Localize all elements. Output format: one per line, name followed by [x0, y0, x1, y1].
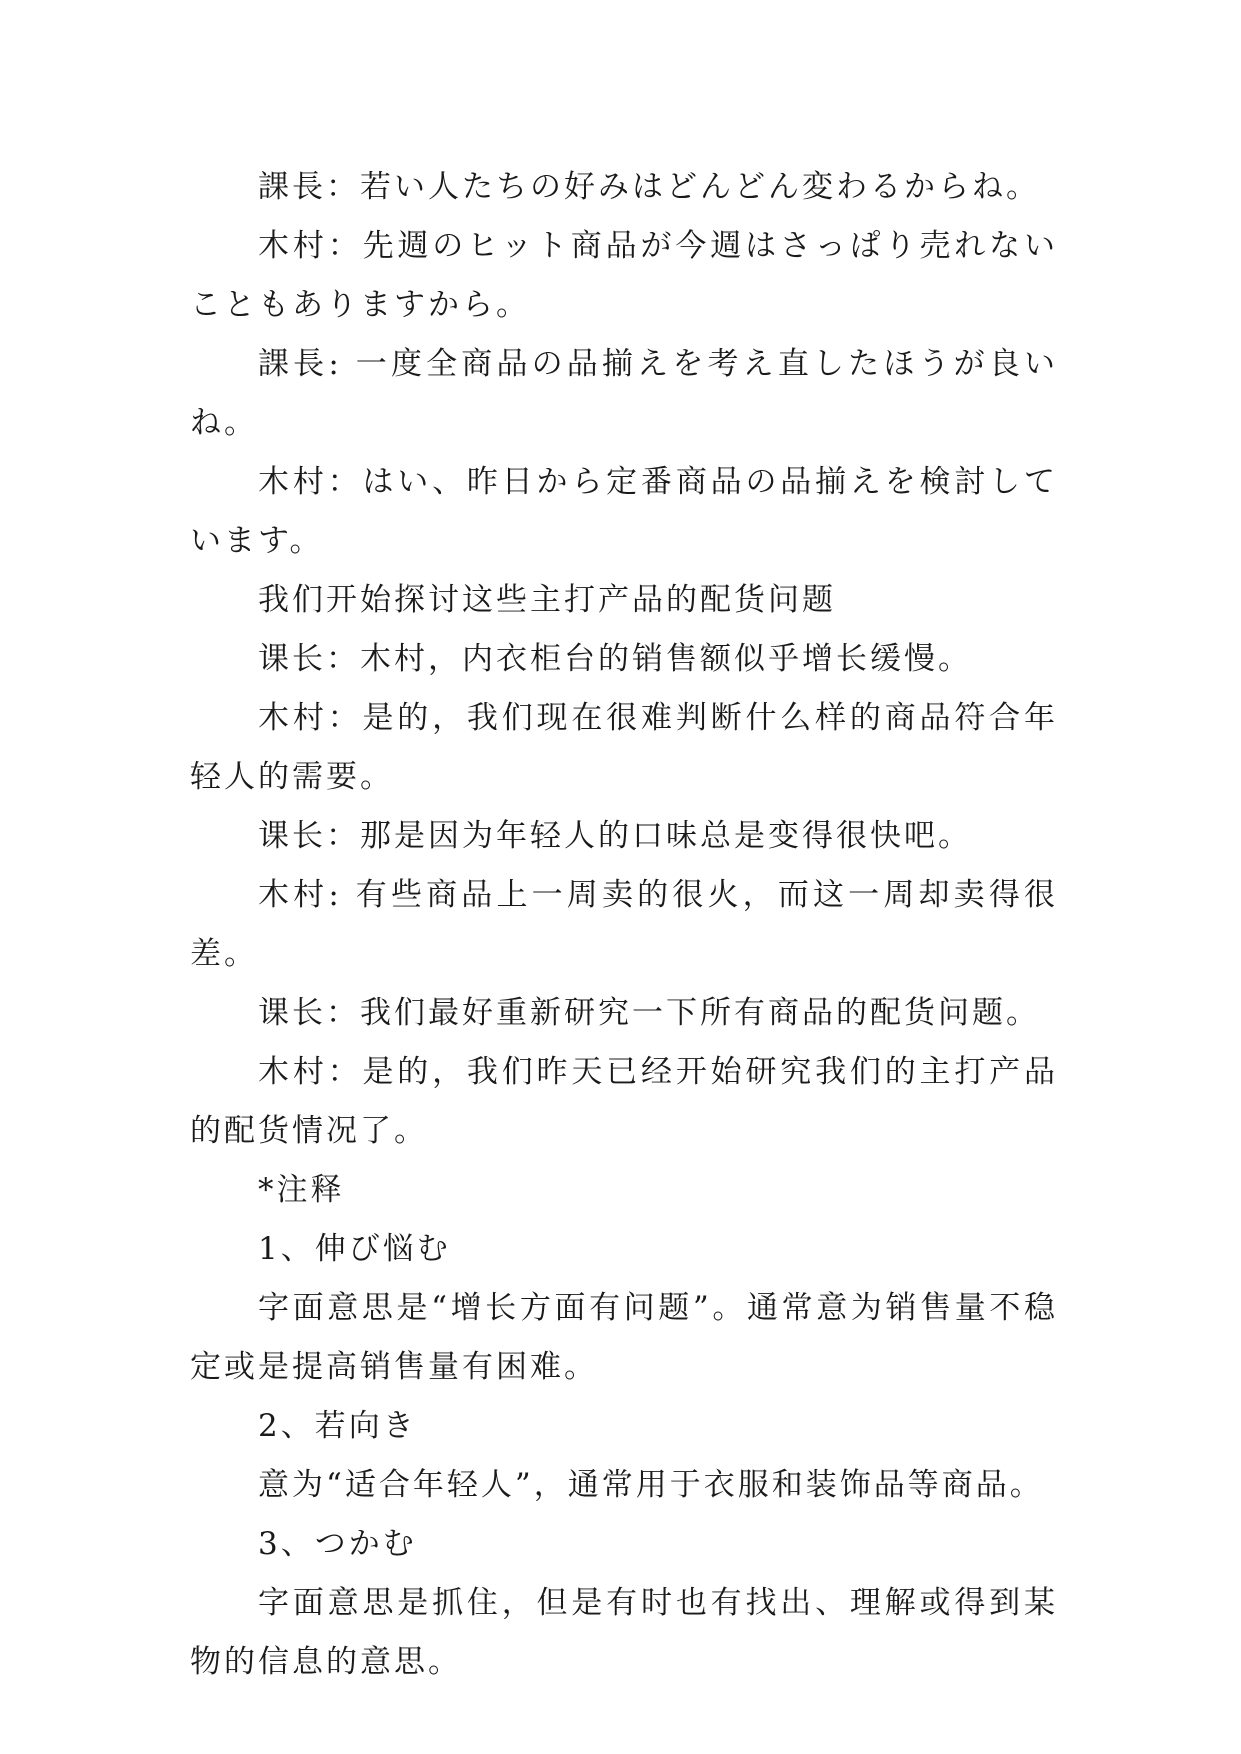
dialogue-line: 课长：那是因为年轻人的口味总是变得很快吧。: [258, 818, 972, 854]
dialogue-line: 木村: 有些商品上一周卖的很火，而这一周却卖得很差。: [190, 877, 1058, 972]
dialogue-line: 木村：はい、昨日から定番商品の品揃えを検討しています。: [190, 464, 1058, 559]
dialogue-line: 课长：我们最好重新研究一下所有商品的配货问题。: [258, 995, 1040, 1031]
note-explanation: 字面意思是“增长方面有问题”。通常意为销售量不稳定或是提高销售量有困难。: [190, 1290, 1058, 1385]
document-body: [190, 158, 1058, 1692]
dialogue-line: 課長: 一度全商品の品揃えを考え直したほうが良いね。: [190, 346, 1058, 441]
note-explanation: 意为“适合年轻人”，通常用于衣服和装饰品等商品。: [258, 1467, 1044, 1503]
dialogue-line: 课长：木村，内衣柜台的销售额似乎增长缓慢。: [258, 641, 972, 677]
dialogue-line: 木村：是的，我们现在很难判断什么样的商品符合年轻人的需要。: [190, 700, 1058, 795]
section-heading: 我们开始探讨这些主打产品的配货问题: [258, 582, 836, 618]
dialogue-line: 課長：若い人たちの好みはどんどん変わるからね。: [258, 169, 1040, 205]
dialogue-line: 木村：先週のヒット商品が今週はさっぱり売れないこともありますから。: [190, 228, 1058, 323]
notes-heading: *注释: [258, 1172, 345, 1208]
dialogue-line: 木村：是的，我们昨天已经开始研究我们的主打产品的配货情况了。: [190, 1054, 1058, 1149]
note-term: 1、伸び悩む: [258, 1231, 451, 1267]
note-term: 3、つかむ: [258, 1526, 417, 1562]
note-explanation: 字面意思是抓住，但是有时也有找出、理解或得到某物的信息的意思。: [190, 1585, 1058, 1680]
note-term: 2、若向き: [258, 1408, 417, 1444]
